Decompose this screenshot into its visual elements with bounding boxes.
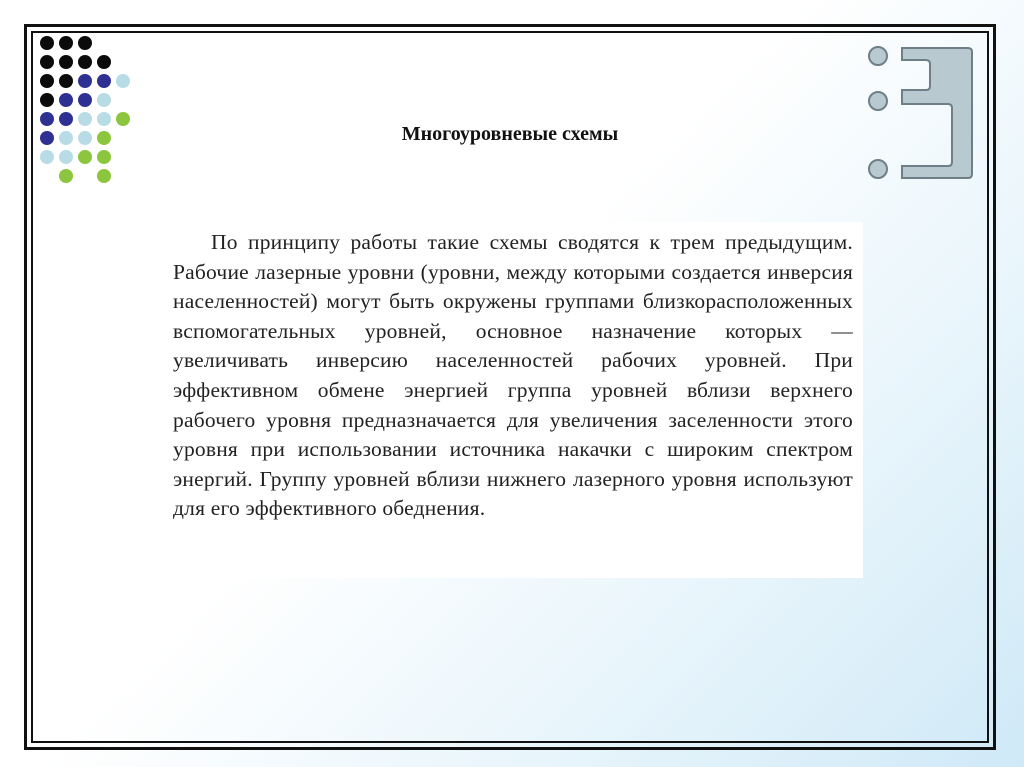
dot — [59, 131, 73, 145]
bracket-connector-decoration — [862, 40, 982, 190]
connector-circle — [869, 92, 887, 110]
dot — [78, 55, 92, 69]
dot — [59, 36, 73, 50]
slide-title: Многоуровневые схемы — [401, 123, 619, 145]
dot — [59, 169, 73, 183]
dot — [78, 74, 92, 88]
dot — [59, 150, 73, 164]
dot — [40, 36, 54, 50]
connector-circle — [869, 160, 887, 178]
dot — [116, 74, 130, 88]
dot — [97, 93, 111, 107]
dot — [40, 74, 54, 88]
dot — [59, 112, 73, 126]
dot-grid-decoration — [0, 0, 140, 190]
dot — [78, 112, 92, 126]
dot — [97, 112, 111, 126]
dot — [97, 55, 111, 69]
dot — [40, 131, 54, 145]
dot — [78, 150, 92, 164]
dot — [78, 131, 92, 145]
dot — [116, 112, 130, 126]
dot — [59, 55, 73, 69]
dot — [78, 93, 92, 107]
dot — [78, 36, 92, 50]
connector-circle — [869, 47, 887, 65]
dot — [97, 74, 111, 88]
dot — [97, 169, 111, 183]
dot — [59, 74, 73, 88]
slide-body-paragraph: По принципу работы такие схемы сводятся к трем предыдущим. Рабочие лазерные уровни (уровни, между которыми создается инверсия населенностей) могут быть окружены группами близкорасположенных вспомогательных уровней, основное назначение которых — увеличивать инверсию населенностей рабочих уровней. При эффективном обмене энергией группа уровней вблизи верхнего рабочего уровня предназначается для увеличения заселенности этого уровня при использовании источника накачки с широким спектром энергий. Группу уровней вблизи нижнего лазерного уровня используют для его эффективного обеднения. — [163, 222, 863, 578]
dot — [40, 93, 54, 107]
dot — [40, 55, 54, 69]
dot — [40, 150, 54, 164]
dot — [97, 131, 111, 145]
dot — [97, 150, 111, 164]
dot — [40, 112, 54, 126]
bracket-shape — [902, 48, 972, 178]
dot — [59, 93, 73, 107]
